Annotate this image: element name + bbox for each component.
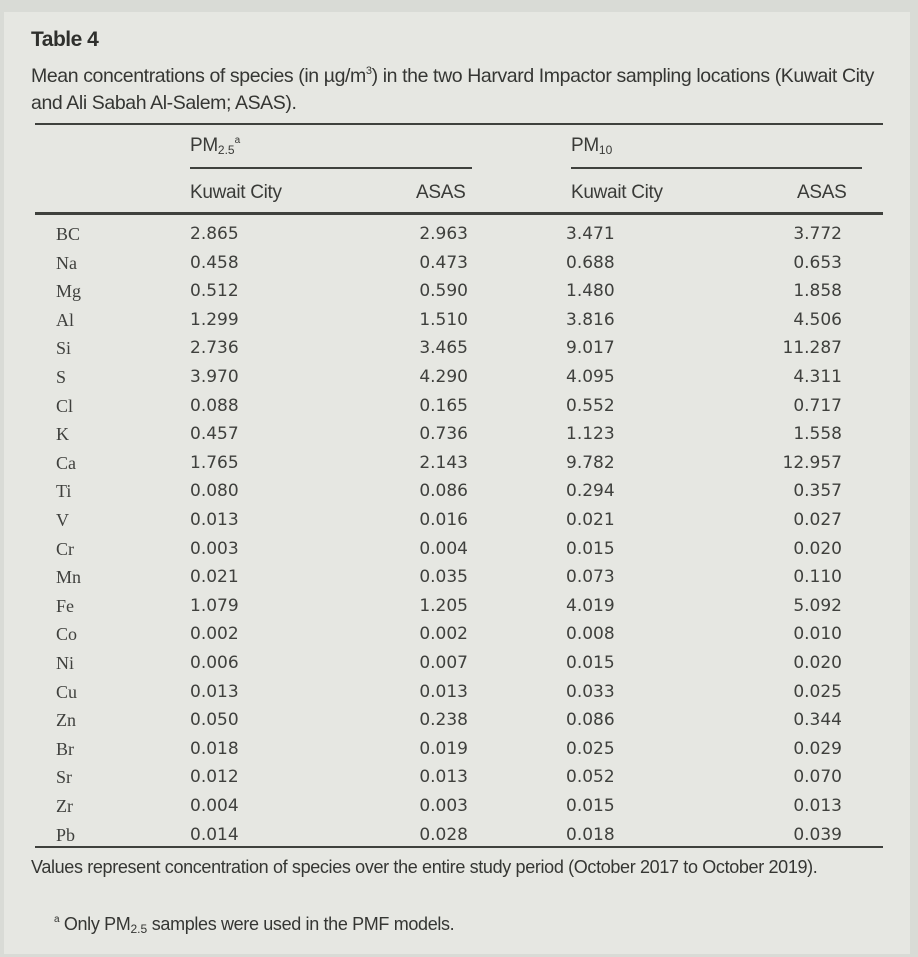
table-row — [4, 367, 910, 394]
pm10-group-rule — [571, 167, 862, 169]
caption-unit-exponent: 3 — [365, 65, 372, 77]
pm25-asas-cell: 1.510 — [419, 309, 468, 330]
table-row — [4, 338, 910, 365]
pm10-asas-cell: 0.013 — [793, 796, 842, 816]
pm10-kuwait-city-cell: 4.095 — [566, 367, 615, 387]
col-header-pm10-kuwait-city: Kuwait City — [571, 182, 663, 203]
col-header-pm25-kuwait-city: Kuwait City — [190, 182, 282, 203]
pm25-kuwait-city-cell: 0.457 — [190, 424, 239, 445]
species-cell: Cr — [56, 538, 74, 559]
table-row — [4, 424, 910, 451]
table-row — [4, 453, 910, 480]
pm10-asas-cell: 0.039 — [793, 824, 842, 845]
pm25-group-rule — [190, 167, 472, 169]
pm25-kuwait-city-cell: 0.004 — [190, 796, 239, 816]
pm10-asas-cell: 0.717 — [793, 395, 842, 416]
table-footnote-a: $^a$ Only $PM_{2.5}$ samples were used in the PMF models. — [54, 914, 455, 936]
pm25-kuwait-city-cell: 0.012 — [190, 767, 239, 788]
pm25-kuwait-city-cell: 0.014 — [190, 824, 239, 845]
pm25-asas-cell: 1.205 — [419, 595, 468, 616]
group-header-pm10: $PM_{10}$ — [571, 135, 613, 157]
pm25-kuwait-city-cell: 0.050 — [190, 710, 239, 731]
pm25-kuwait-city-cell: 0.018 — [190, 738, 239, 759]
pm25-kuwait-city-cell: 0.088 — [190, 395, 239, 416]
species-cell: BC — [56, 224, 81, 244]
table-row — [4, 596, 910, 623]
pm25-asas-cell: 3.465 — [419, 338, 468, 359]
pm10-asas-cell: 0.357 — [793, 481, 842, 502]
table-row — [4, 224, 910, 251]
pm10-kuwait-city-cell: 0.021 — [566, 510, 615, 530]
pm10-asas-cell: 3.772 — [793, 224, 842, 244]
species-cell: Zn — [56, 710, 76, 731]
species-cell: Mn — [56, 567, 82, 588]
species-cell: Fe — [56, 595, 74, 616]
species-cell: Al — [56, 309, 74, 330]
pm25-kuwait-city-cell: 0.080 — [190, 481, 239, 502]
pm10-asas-cell: 0.010 — [793, 624, 842, 645]
pm10-asas-cell: 11.287 — [782, 338, 842, 359]
species-cell: S — [56, 367, 67, 387]
pm10-asas-cell: 4.311 — [793, 367, 842, 387]
col-header-pm25-asas: ASAS — [416, 182, 466, 203]
species-cell: Si — [56, 338, 72, 359]
pm10-asas-cell: 1.858 — [793, 281, 842, 302]
table-row — [4, 539, 910, 566]
pm25-kuwait-city-cell: 1.299 — [190, 309, 239, 330]
pm10-asas-cell: 0.070 — [793, 767, 842, 788]
pm25-kuwait-city-cell: 0.458 — [190, 252, 239, 273]
caption-text-end: ) in the two Harvard Impactor sampling locations (Kuwait City and Ali Sabah Al-Salem; ASAS). — [31, 65, 874, 114]
pm10-kuwait-city-cell: 1.123 — [566, 424, 615, 445]
species-cell: Ca — [56, 452, 76, 473]
pm25-asas-cell: 0.736 — [419, 424, 468, 445]
pm10-kuwait-city-cell: 0.086 — [566, 710, 615, 731]
table-row — [4, 510, 910, 537]
pm10-asas-cell: 0.653 — [793, 252, 842, 273]
table-row — [4, 396, 910, 423]
pm10-kuwait-city-cell: 0.015 — [566, 538, 615, 559]
table-top-rule — [35, 123, 883, 125]
caption-unit: µg/m — [323, 65, 366, 87]
species-cell: Cl — [56, 395, 74, 416]
pm25-asas-cell: 0.004 — [419, 538, 468, 559]
pm10-kuwait-city-cell: 0.294 — [566, 481, 615, 502]
pm25-asas-cell: 0.035 — [419, 567, 468, 588]
table-row — [4, 281, 910, 308]
pm10-kuwait-city-cell: 0.015 — [566, 796, 615, 816]
table-row — [4, 624, 910, 651]
pm25-asas-cell: 0.013 — [419, 767, 468, 788]
pm10-asas-cell: 0.020 — [793, 653, 842, 673]
pm25-kuwait-city-cell: 2.865 — [190, 224, 239, 244]
pm10-kuwait-city-cell: 0.025 — [566, 738, 615, 759]
pm25-asas-cell: 2.143 — [419, 452, 468, 473]
document-page — [4, 12, 910, 954]
table-label: Table 4 — [31, 28, 99, 51]
species-cell: Zr — [56, 796, 73, 816]
table-row — [4, 739, 910, 766]
table-row — [4, 253, 910, 280]
pm10-kuwait-city-cell: 9.017 — [566, 338, 615, 359]
pm25-asas-cell: 0.002 — [419, 624, 468, 645]
pm25-kuwait-city-cell: 0.003 — [190, 538, 239, 559]
pm10-asas-cell: 0.344 — [793, 710, 842, 731]
caption-text-start: Mean concentrations of species (in — [31, 65, 324, 87]
table-note: Values represent concentration of species over the entire study period (October 2017 to October 2019). — [31, 857, 818, 877]
footnote-a-marker: a — [54, 914, 60, 925]
pm10-asas-cell: 0.029 — [793, 738, 842, 759]
pm25-kuwait-city-cell: 0.021 — [190, 567, 239, 588]
pm25-asas-cell: 0.019 — [419, 738, 468, 759]
pm10-kuwait-city-cell: 4.019 — [566, 595, 615, 616]
pm10-kuwait-city-cell: 0.073 — [566, 567, 615, 588]
species-cell: Cu — [56, 681, 78, 702]
pm25-kuwait-city-cell: 1.079 — [190, 595, 239, 616]
pm10-asas-cell: 0.110 — [793, 567, 842, 588]
pm10-kuwait-city-cell: 3.816 — [566, 309, 615, 330]
pm25-kuwait-city-cell: 1.765 — [190, 452, 239, 473]
table-row — [4, 567, 910, 594]
pm10-kuwait-city-cell: 0.015 — [566, 653, 615, 673]
pm10-asas-cell: 0.025 — [793, 681, 842, 702]
species-cell: Mg — [56, 281, 82, 302]
pm10-kuwait-city-cell: 1.480 — [566, 281, 615, 302]
pm10-kuwait-city-cell: 3.471 — [566, 224, 615, 244]
species-cell: Ni — [56, 653, 74, 673]
species-cell: Sr — [56, 767, 73, 788]
table-row — [4, 481, 910, 508]
table-header-rule — [35, 212, 883, 215]
pm25-asas-cell: 4.290 — [419, 367, 468, 387]
table-row — [4, 653, 910, 680]
pm10-asas-cell: 0.027 — [793, 510, 842, 530]
species-cell: Pb — [56, 824, 76, 845]
pm10-kuwait-city-cell: 0.018 — [566, 824, 615, 845]
pm25-kuwait-city-cell: 0.013 — [190, 510, 239, 530]
table-row — [4, 796, 910, 823]
pm25-asas-cell: 0.473 — [419, 252, 468, 273]
pm25-kuwait-city-cell: 2.736 — [190, 338, 239, 359]
species-cell: Na — [56, 252, 77, 273]
pm25-asas-cell: 0.028 — [419, 824, 468, 845]
pm10-kuwait-city-cell: 0.008 — [566, 624, 615, 645]
pm10-kuwait-city-cell: 0.688 — [566, 252, 615, 273]
pm25-asas-cell: 0.003 — [419, 796, 468, 816]
pm25-asas-cell: 0.590 — [419, 281, 468, 302]
pm10-asas-cell: 1.558 — [793, 424, 842, 445]
pm10-asas-cell: 4.506 — [793, 309, 842, 330]
pm10-kuwait-city-cell: 0.052 — [566, 767, 615, 788]
table-row — [4, 310, 910, 337]
pm25-asas-cell: 0.007 — [419, 653, 468, 673]
group-header-pm25: $PM_{2.5}^a$ — [190, 135, 240, 157]
pm25-kuwait-city-cell: 3.970 — [190, 367, 239, 387]
pm25-asas-cell: 0.238 — [419, 710, 468, 731]
pm25-kuwait-city-cell: 0.013 — [190, 681, 239, 702]
pm25-kuwait-city-cell: 0.002 — [190, 624, 239, 645]
table-row — [4, 682, 910, 709]
species-cell: V — [56, 510, 69, 530]
pm25-kuwait-city-cell: 0.006 — [190, 653, 239, 673]
pm10-kuwait-city-cell: 0.033 — [566, 681, 615, 702]
species-cell: K — [56, 424, 69, 445]
col-header-pm10-asas: ASAS — [797, 182, 847, 203]
table-row — [4, 710, 910, 737]
pm10-asas-cell: 0.020 — [793, 538, 842, 559]
pm25-kuwait-city-cell: 0.512 — [190, 281, 239, 302]
pm10-kuwait-city-cell: 9.782 — [566, 452, 615, 473]
species-cell: Ti — [56, 481, 72, 502]
footnote-marker-a: a — [234, 135, 240, 146]
species-cell: Co — [56, 624, 78, 645]
pm25-asas-cell: 0.165 — [419, 395, 468, 416]
pm25-asas-cell: 0.013 — [419, 681, 468, 702]
pm25-asas-cell: 2.963 — [419, 224, 468, 244]
pm25-asas-cell: 0.086 — [419, 481, 468, 502]
table-caption — [31, 58, 891, 117]
table-bottom-rule — [35, 846, 883, 848]
pm25-asas-cell: 0.016 — [419, 510, 468, 530]
pm10-asas-cell: 5.092 — [793, 595, 842, 616]
species-cell: Br — [56, 738, 74, 759]
pm10-asas-cell: 12.957 — [782, 452, 842, 473]
pm10-kuwait-city-cell: 0.552 — [566, 395, 615, 416]
table-row — [4, 767, 910, 794]
